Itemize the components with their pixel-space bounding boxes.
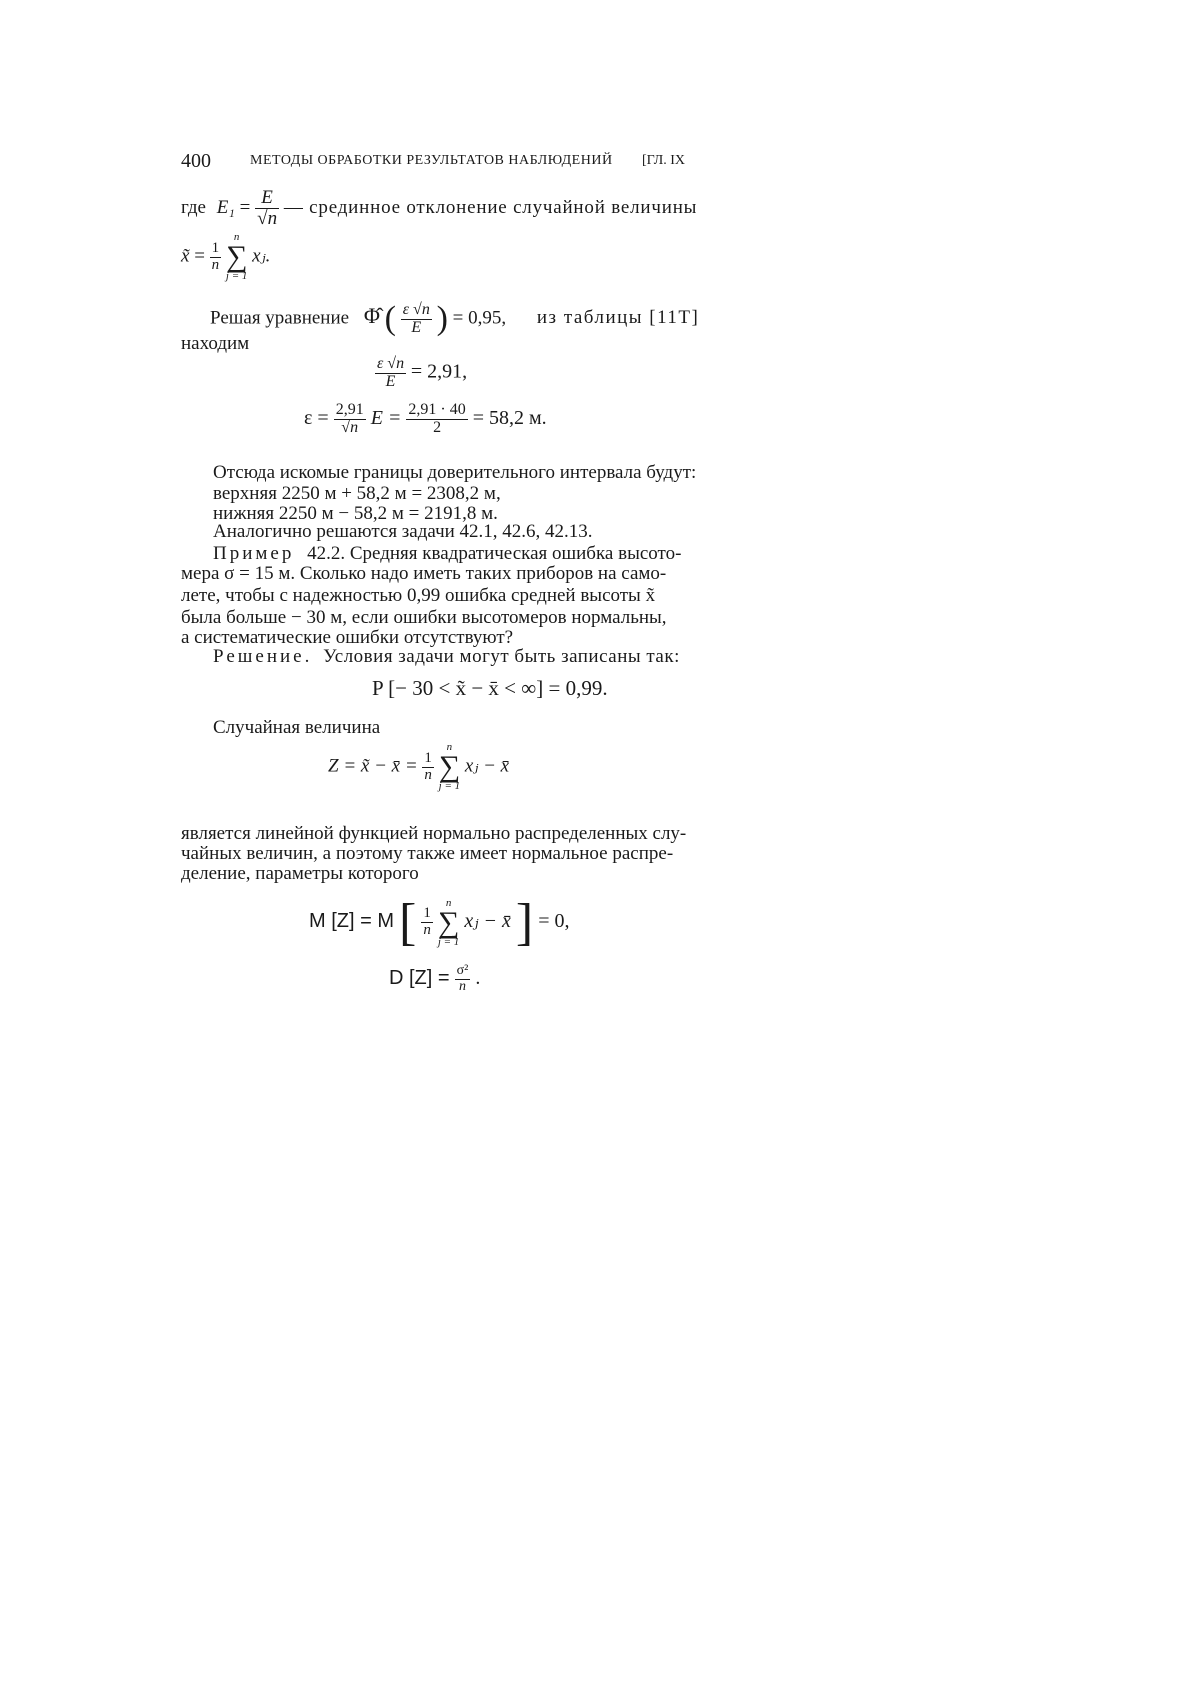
numerator: ε √n	[377, 355, 405, 372]
similar-problems: Аналогично решаются задачи 42.1, 42.6, 42.13.	[213, 521, 593, 542]
equals: =	[239, 196, 251, 218]
period: .	[475, 966, 481, 989]
numerator: 1	[424, 749, 432, 766]
sum-upper: n	[446, 741, 453, 753]
one-over-n	[422, 751, 434, 784]
equation-ratio	[375, 356, 467, 391]
solution-label: Решение.	[213, 646, 313, 667]
one-over-n	[421, 906, 433, 939]
solution-text: Условия задачи могут быть записаны так:	[323, 646, 680, 667]
sum-upper: n	[233, 231, 240, 243]
random-var-intro: Случайная величина	[213, 717, 381, 738]
sigma-icon: ∑	[437, 905, 460, 939]
numerator: ε √n	[402, 300, 430, 318]
M-lhs: M [Z] = M	[309, 910, 394, 933]
where-word: где	[181, 196, 206, 218]
frac-291-sqrt-n	[334, 402, 366, 437]
E-over-sqrt-n	[255, 188, 279, 229]
equation-epsilon	[304, 402, 547, 437]
denominator: n	[458, 978, 466, 994]
M-rhs: = 0,	[538, 910, 570, 933]
phi-value: = 0,95,	[452, 307, 507, 329]
Z-lhs: Z = x̃ − x̄ =	[328, 755, 418, 777]
example-text: 42.2. Средняя квадратическая ошибка высото-	[307, 543, 682, 564]
term: xⱼ − x̄	[464, 755, 510, 777]
eps-sqrt-n-over-E	[401, 302, 432, 337]
close-bracket: ]	[515, 894, 534, 951]
sum-upper: n	[445, 896, 452, 909]
numerator: 1	[211, 239, 220, 256]
eps-result: = 58,2 м.	[472, 406, 547, 429]
numerator: 2,91	[335, 401, 364, 418]
sigma-icon: ∑	[438, 750, 461, 783]
running-title: МЕТОДЫ ОБРАБОТКИ РЕЗУЛЬТАТОВ НАБЛЮДЕНИЙ	[250, 153, 613, 168]
equation-rhs: = 2,91,	[410, 360, 468, 383]
sigma2-over-n	[455, 964, 471, 994]
example-line-3: лете, чтобы с надежностью 0,99 ошибка средней высоты x̃	[181, 585, 656, 606]
denominator: n	[423, 922, 431, 938]
paragraph-line-3: деление, параметры которого	[181, 863, 419, 884]
expectation-equation	[309, 893, 569, 952]
open-paren: (	[384, 300, 396, 337]
probability-equation: P [− 30 < x̃ − x̄ < ∞] = 0,99.	[372, 676, 608, 700]
example-line-2: мера σ = 15 м. Сколько надо иметь таких приборов на само-	[181, 563, 667, 584]
denominator: √n	[341, 418, 359, 436]
upper-bound: верхняя 2250 м + 58,2 м = 2308,2 м,	[213, 483, 501, 504]
definition-line	[181, 188, 697, 229]
numerator: σ²	[456, 963, 469, 978]
equals: =	[194, 245, 205, 267]
E-numerator: E	[255, 188, 279, 209]
one-over-n	[210, 241, 222, 274]
summation	[226, 232, 247, 282]
lower-bound: нижняя 2250 м − 58,2 м = 2191,8 м.	[213, 503, 498, 524]
chapter-label: [ГЛ. IX	[642, 153, 685, 168]
summation	[439, 742, 460, 792]
sum-lower: j = 1	[438, 780, 461, 792]
solving-text: Решая уравнение	[210, 307, 350, 329]
E-mid: E =	[370, 406, 402, 429]
sigma-icon: ∑	[225, 240, 248, 273]
example-line-1	[213, 543, 681, 565]
eps-sqrt-n-over-E	[375, 356, 406, 391]
paragraph-line-2: чайных величин, а поэтому также имеет нормальное распре-	[181, 843, 674, 864]
denominator: E	[411, 318, 422, 336]
denominator: n	[424, 766, 432, 783]
variance-equation	[389, 964, 480, 994]
solving-line	[210, 300, 699, 338]
solution-line	[213, 646, 680, 668]
Z-equation	[328, 742, 509, 792]
bounds-intro: Отсюда искомые границы доверительного интервала будут:	[213, 462, 697, 483]
denominator: E	[385, 372, 396, 390]
example-label: Пример	[213, 543, 295, 564]
denominator: 2	[433, 418, 442, 436]
denominator: n	[211, 256, 220, 273]
page-number: 400	[181, 150, 211, 172]
D-lhs: D [Z] =	[389, 966, 450, 989]
term: xⱼ.	[252, 245, 271, 267]
finding-word: находим	[181, 333, 250, 354]
term: xⱼ − x̄	[464, 910, 511, 933]
numerator: 2,91 · 40	[408, 401, 466, 418]
sum-lower: j = 1	[225, 270, 248, 282]
paragraph-line-1: является линейной функцией нормально распределенных слу-	[181, 823, 687, 844]
eps-lhs: ε =	[304, 406, 329, 429]
mean-equation	[181, 232, 270, 282]
table-ref: из таблицы [11T]	[536, 307, 700, 329]
close-paren: )	[436, 300, 448, 337]
numerator: 1	[423, 905, 431, 922]
definition-text: — срединное отклонение случайной величины	[283, 196, 698, 218]
sum-lower: j = 1	[437, 935, 460, 948]
summation	[438, 898, 459, 948]
example-line-5: а систематические ошибки отсутствуют?	[181, 627, 514, 648]
sqrt-n-denominator: √n	[257, 207, 278, 229]
phi-symbol: Φ̂	[363, 303, 380, 329]
example-line-4: была больше − 30 м, если ошибки высотомеров нормальны,	[181, 607, 667, 628]
x-tilde: x̃	[181, 245, 190, 267]
frac-291-40-over-2	[406, 402, 467, 437]
E1-symbol: E₁	[216, 196, 235, 218]
open-bracket: [	[399, 894, 417, 951]
